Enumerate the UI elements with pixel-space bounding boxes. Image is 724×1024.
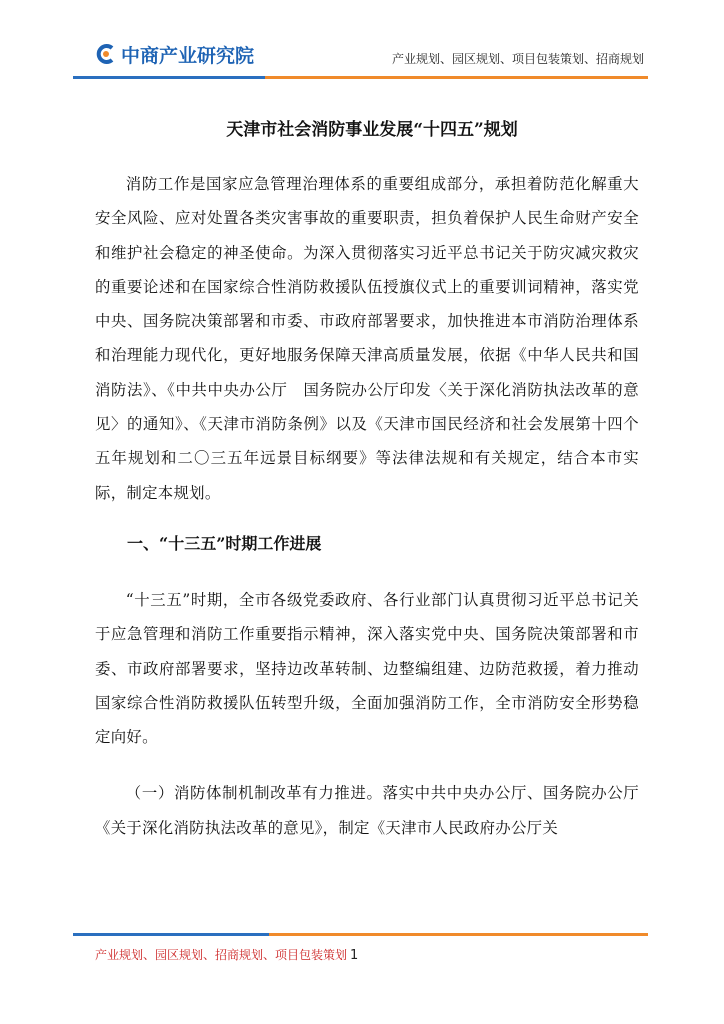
footer-rule-orange xyxy=(269,933,648,936)
section-heading: 一、“十三五”时期工作进展 xyxy=(127,533,322,553)
footer-rule-blue xyxy=(73,933,269,936)
brand-logo xyxy=(95,40,254,68)
footer-text: 产业规划、园区规划、招商规划、项目包装策划 xyxy=(95,948,348,962)
header-tagline: 产业规划、园区规划、项目包装策划、招商规划 xyxy=(391,52,644,66)
page-footer xyxy=(95,946,358,963)
section-paragraph: “十三五”时期，全市各级党委政府、各行业部门认真贯彻习近平总书记关于应急管理和消防工作重要指示精神，深入落实党中央、国务院决策部署和市委、市政府部署要求，坚持边改革转制、边整编组建、边防范救援，着力推动国家综合性消防救援队伍转型升级，全面加强消防工作，全市消防安全形势稳定向好。 xyxy=(95,590,639,747)
document-title: 天津市社会消防事业发展“十四五”规划 xyxy=(226,120,518,140)
intro-paragraph: 消防工作是国家应急管理治理体系的重要组成部分，承担着防范化解重大安全风险、应对处置各类灾害事故的重要职责，担负着保护人民生命财产安全和维护社会稳定的神圣使命。为深入贯彻落实习近平总书记关于防灾减灾救灾的重要论述和在国家综合性消防救援队伍授旗仪式上的重要训词精神，落实党中央、国务院决策部署和市委、市政府部署要求，加快推进本市消防治理体系和治理能力现代化，更好地服务保障天津高质量发展，依据《中华人民共和国消防法》、《中共中央办公厅 国务院办公厅印发〈关于深化消防执法改革的意见〉的通知》、《天津市消防条例》以及《天津市国民经济和社会发展第十四个五年规划和二〇三五年远景目标纲要》等法律法规和有关规定，结合本市实际，制定本规划。 xyxy=(95,175,639,502)
subsection-paragraph: （一）消防体制机制改革有力推进。落实中共中央办公厅、国务院办公厅《关于深化消防执法改革的意见》，制定《天津市人民政府办公厅关 xyxy=(95,784,639,837)
logo-c-icon xyxy=(95,43,117,65)
document-body xyxy=(95,110,639,845)
header-rule-orange xyxy=(265,76,648,79)
header-rule-blue xyxy=(73,76,265,79)
page-header xyxy=(0,0,724,84)
page-number: 1 xyxy=(350,948,359,963)
logo-text: 中商产业研究院 xyxy=(121,44,255,67)
